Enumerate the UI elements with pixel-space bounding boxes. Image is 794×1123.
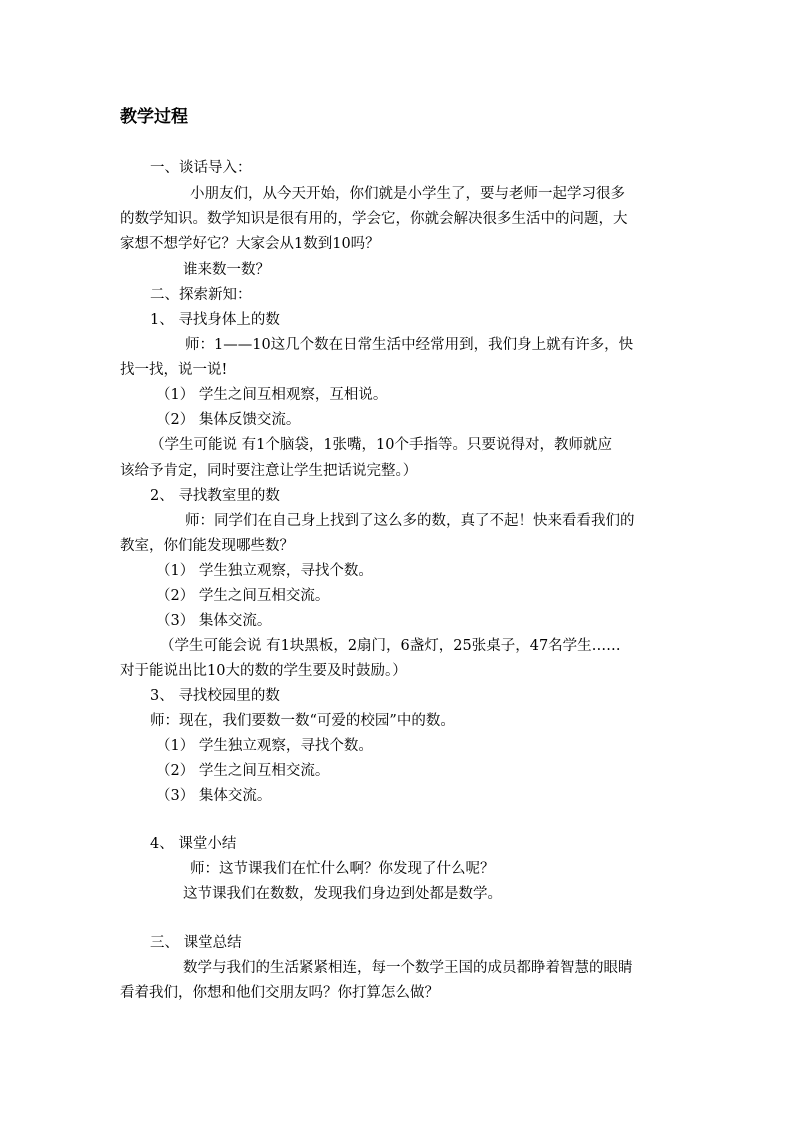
list-item: （1） 学生独立观察，寻找个数。 [156,738,373,754]
paragraph-line: （学生可能说 有1个脑袋，1张嘴，10个手指等。只要说得对，教师就应 [150,437,613,453]
paragraph-line: 这节课我们在数数，发现我们身边到处都是数学。 [183,886,502,902]
paragraph-line: （学生可能会说 有1块黑板，2扇门，6盏灯，25张桌子，47名学生…… [160,638,621,654]
paragraph-line: 家想不想学好它？大家会从1数到10吗？ [120,236,380,252]
paragraph-line: 师：这节课我们在忙什么啊？你发现了什么呢？ [190,861,495,877]
list-item: （3） 集体交流。 [156,613,272,629]
section-heading: 一、谈话导入： [150,160,252,176]
list-item: （2） 学生之间互相交流。 [156,763,330,779]
paragraph-line: 看着我们，你想和他们交朋友吗？你打算怎么做？ [120,985,439,1001]
section-heading: 三、 课堂总结 [150,935,242,951]
list-item: （3） 集体交流。 [156,788,272,804]
subsection-heading: 3、 寻找校园里的数 [150,688,280,704]
subsection-heading: 4、 课堂小结 [150,836,237,852]
paragraph-line: 的数学知识。数学知识是很有用的，学会它，你就会解决很多生活中的问题，大 [120,211,628,227]
subsection-heading: 1、 寻找身体上的数 [150,312,280,328]
paragraph-line: 教室，你们能发现哪些数？ [120,538,294,554]
list-item: （1） 学生独立观察，寻找个数。 [156,563,373,579]
paragraph-line: 找一找，说一说! [120,362,228,378]
paragraph-line: 该给予肯定，同时要注意让学生把话说完整。） [120,463,418,479]
subsection-heading: 2、 寻找教室里的数 [150,488,280,504]
paragraph-line: 数学与我们的生活紧紧相连，每一个数学王国的成员都睁着智慧的眼睛 [183,960,633,976]
paragraph-line: 小朋友们，从今天开始，你们就是小学生了，要与老师一起学习很多 [190,186,625,202]
paragraph-line: 师：1——10这几个数在日常生活中经常用到，我们身上就有许多，快 [185,337,634,353]
paragraph-line: 师：同学们在自己身上找到了这么多的数，真了不起！快来看看我们的 [185,513,635,529]
section-heading: 二、探索新知： [150,287,252,303]
page-title: 教学过程 [120,107,188,127]
list-item: （2） 学生之间互相交流。 [156,588,330,604]
paragraph-line: 谁来数一数？ [183,262,270,278]
paragraph-line: 对于能说出比10大的数的学生要及时鼓励。） [120,663,407,679]
paragraph-line: 师：现在，我们要数一数“可爱的校园”中的数。 [150,713,455,729]
list-item: （2） 集体反馈交流。 [156,412,301,428]
list-item: （1） 学生之间互相观察，互相说。 [156,387,388,403]
